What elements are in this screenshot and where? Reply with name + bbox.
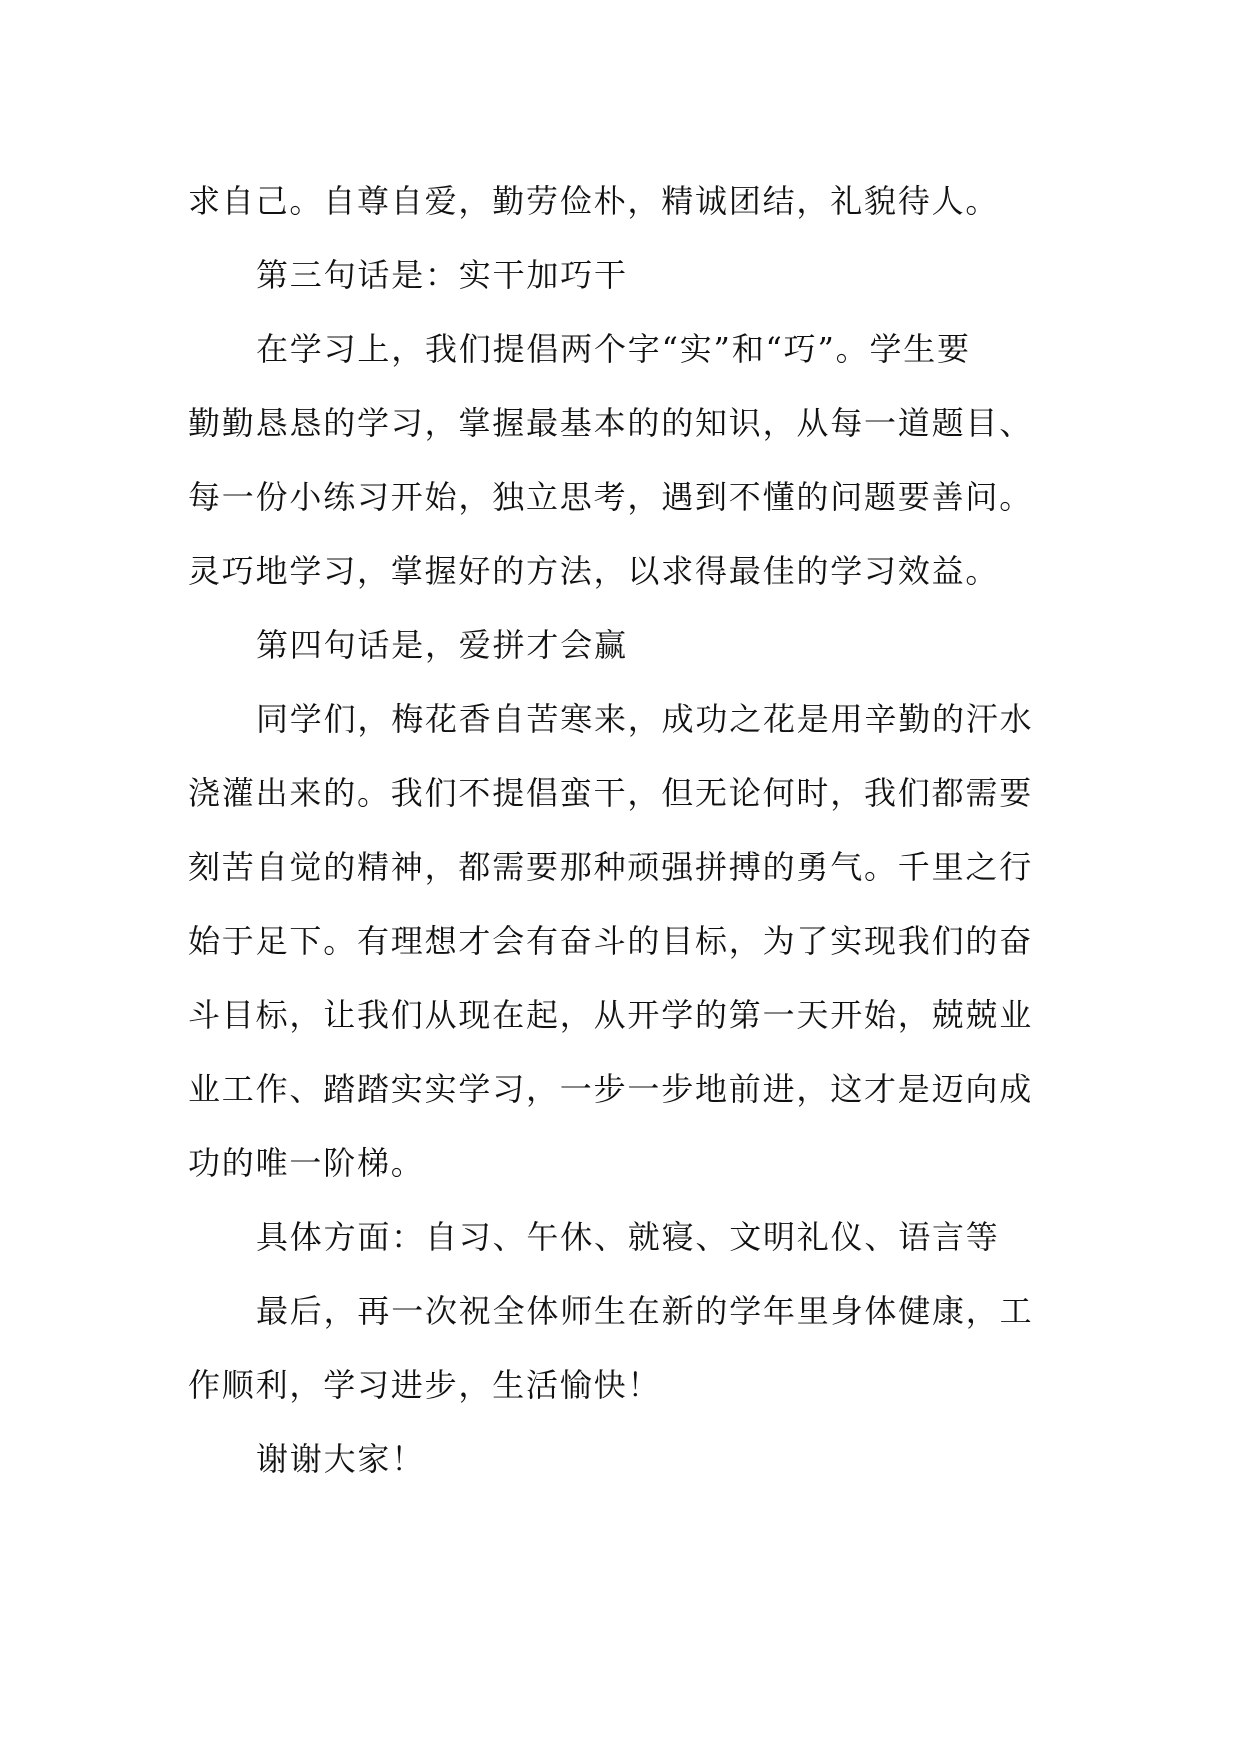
text-line: 浇灌出来的。我们不提倡蛮干，但无论何时，我们都需要 xyxy=(188,774,1034,812)
text-line: 作顺利，学习进步，生活愉快！ xyxy=(188,1366,662,1404)
closing-line: 谢谢大家！ xyxy=(256,1440,426,1478)
text-line: 每一份小练习开始，独立思考，遇到不懂的问题要善问。 xyxy=(188,478,1034,516)
section-heading-4: 第四句话是，爱拼才会赢 xyxy=(256,626,628,664)
text-line: 在学习上，我们提倡两个字“实”和“巧”。学生要 xyxy=(256,330,971,368)
text-line: 业工作、踏踏实实学习，一步一步地前进，这才是迈向成 xyxy=(188,1070,1034,1108)
text-line: 始于足下。有理想才会有奋斗的目标，为了实现我们的奋 xyxy=(188,922,1034,960)
text-line: 最后，再一次祝全体师生在新的学年里身体健康，工 xyxy=(256,1292,1034,1330)
section-heading-3: 第三句话是：实干加巧干 xyxy=(256,256,628,294)
text-line: 功的唯一阶梯。 xyxy=(188,1144,425,1182)
text-line: 同学们，梅花香自苦寒来，成功之花是用辛勤的汗水 xyxy=(256,700,1034,738)
text-line: 灵巧地学习，掌握好的方法，以求得最佳的学习效益。 xyxy=(188,552,1000,590)
text-line: 斗目标，让我们从现在起，从开学的第一天开始，兢兢业 xyxy=(188,996,1034,1034)
text-line: 勤勤恳恳的学习，掌握最基本的的知识，从每一道题目、 xyxy=(188,404,1034,442)
text-line: 具体方面：自习、午休、就寝、文明礼仪、语言等 xyxy=(256,1218,1000,1256)
document-body xyxy=(188,164,1058,1496)
text-line: 刻苦自觉的精神，都需要那种顽强拼搏的勇气。千里之行 xyxy=(188,848,1034,886)
text-line: 求自己。自尊自爱，勤劳俭朴，精诚团结，礼貌待人。 xyxy=(188,182,1000,220)
